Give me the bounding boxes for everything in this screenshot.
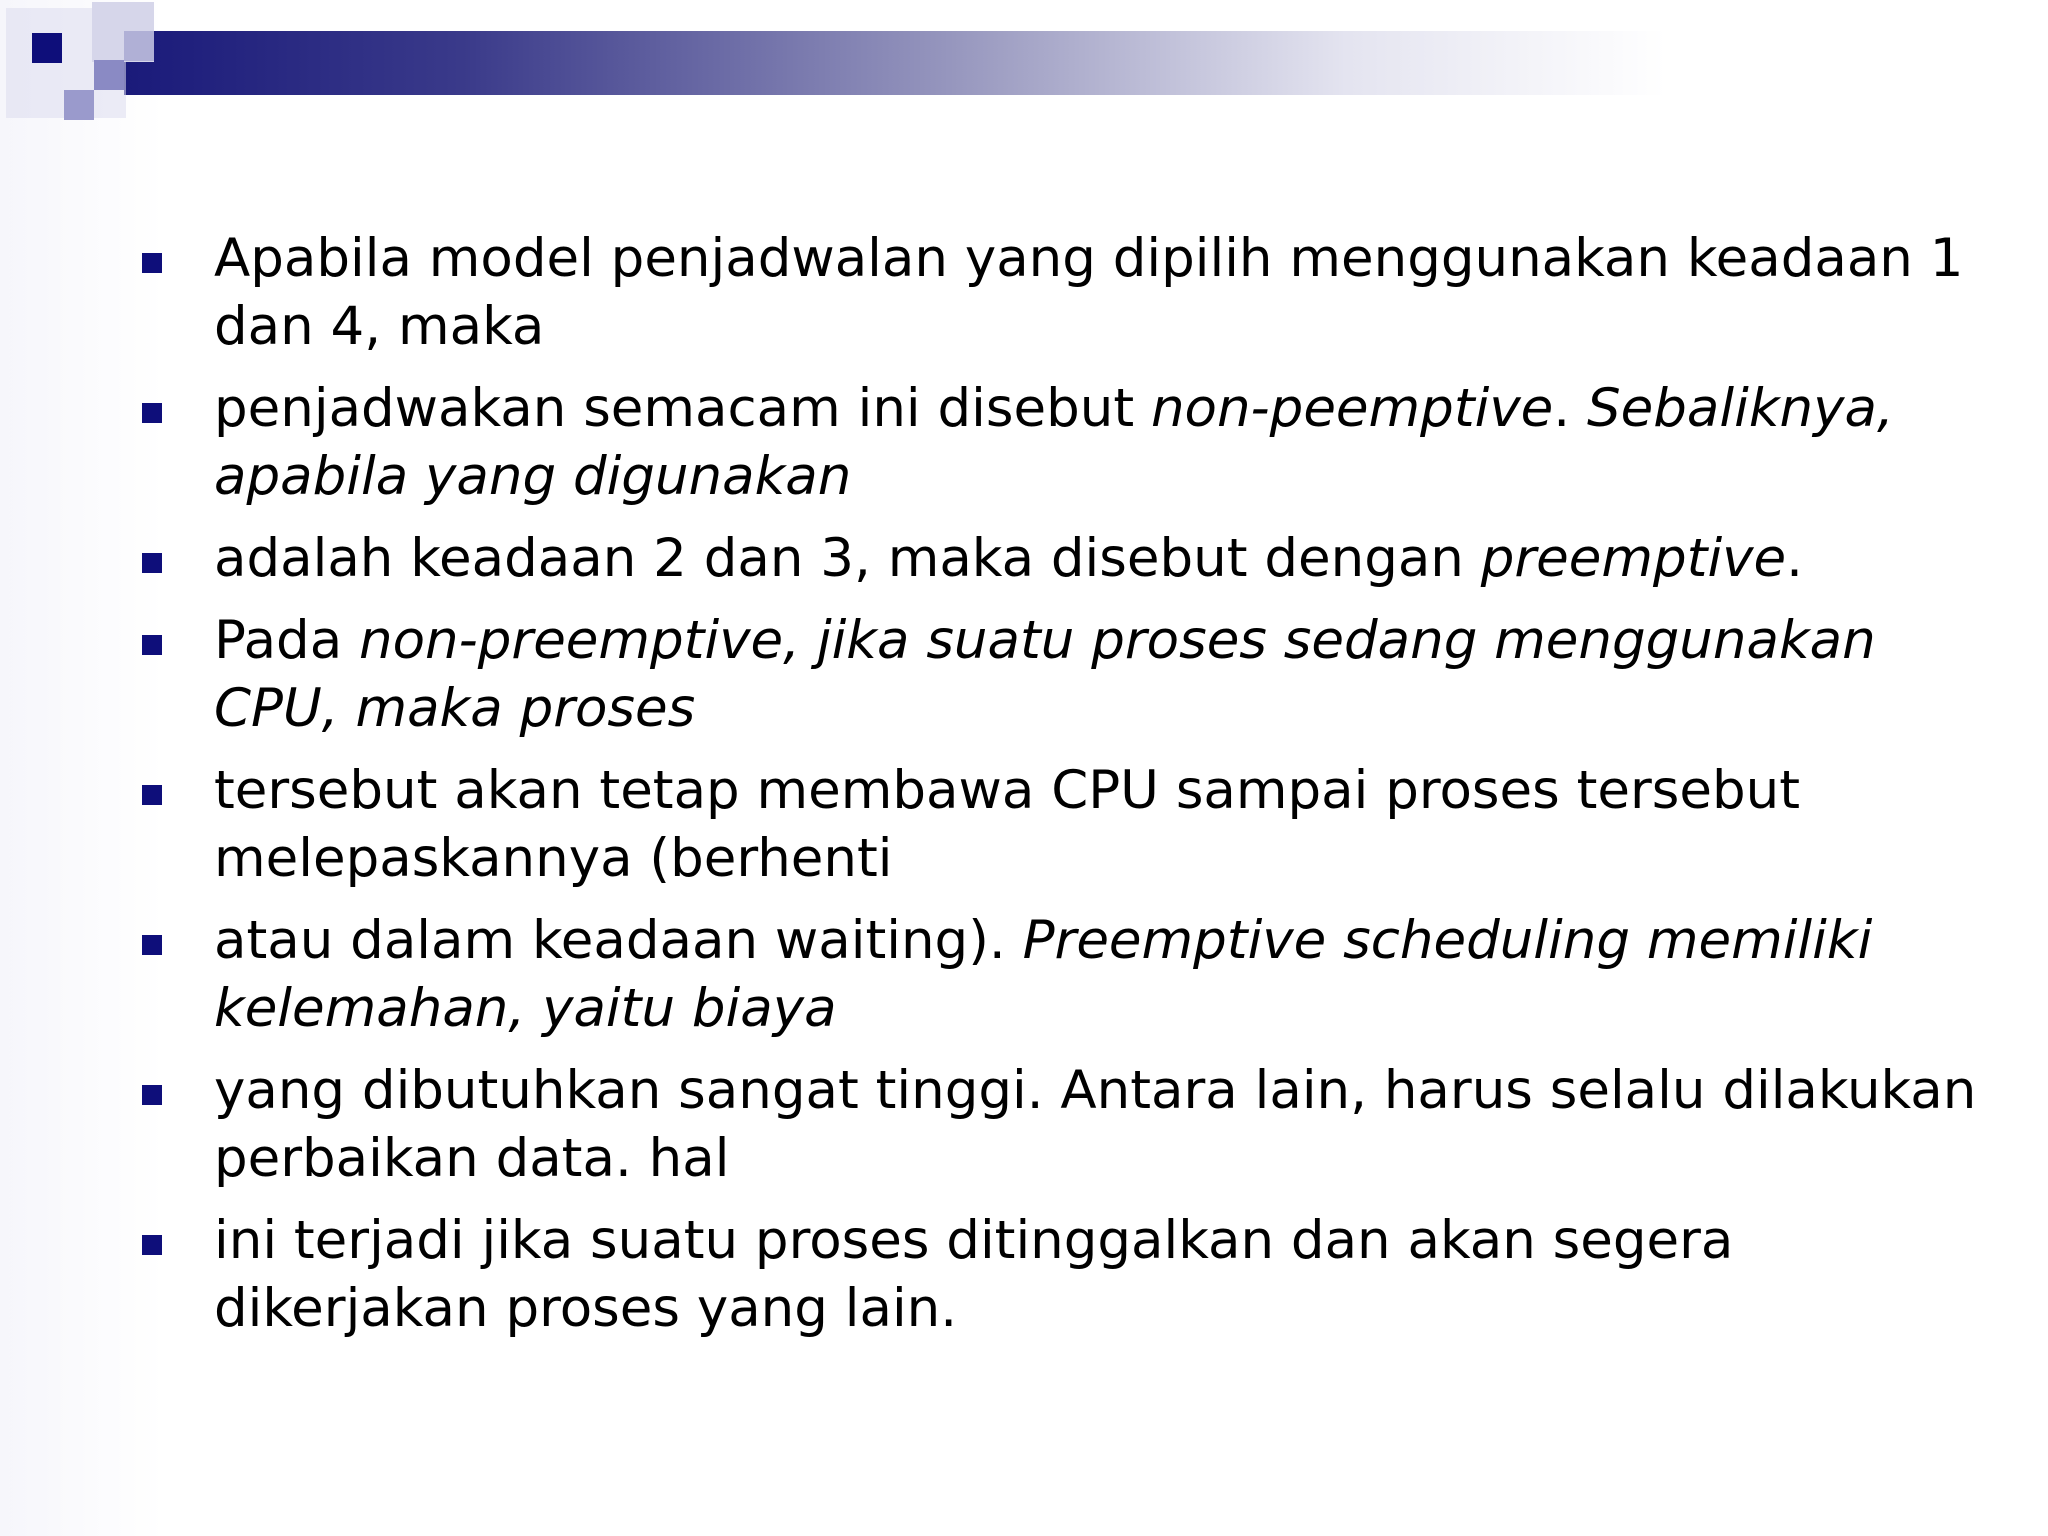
italic-text-segment: preemptive	[1480, 528, 1787, 589]
text-segment: Pada	[214, 610, 360, 671]
bullet-item	[130, 375, 1990, 511]
square-bullet-icon	[142, 1085, 162, 1105]
bullet-item	[130, 757, 1990, 893]
bullet-item	[130, 225, 1990, 361]
header-gradient-bar	[124, 31, 2004, 95]
italic-text-segment: non-peemptive	[1150, 378, 1554, 439]
bullet-item	[130, 907, 1990, 1043]
italic-text-segment: non-preemptive, jika suatu proses sedang menggunakan CPU, maka proses	[214, 610, 1876, 739]
text-segment: tersebut akan tetap membawa CPU sampai proses tersebut melepaskannya (berhenti	[214, 760, 1801, 889]
text-segment: yang dibutuhkan sangat tinggi. Antara lain, harus selalu dilakukan perbaikan data. hal	[214, 1060, 1977, 1189]
bullet-text	[214, 760, 1800, 889]
square-bullet-icon	[142, 403, 162, 423]
square-bullet-icon	[142, 635, 162, 655]
bullet-item	[130, 607, 1990, 743]
text-segment: adalah keadaan 2 dan 3, maka disebut dengan	[214, 528, 1481, 589]
decorative-square	[32, 33, 62, 63]
text-segment: .	[1786, 528, 1804, 589]
bullet-item	[130, 1057, 1990, 1193]
square-bullet-icon	[142, 253, 162, 273]
text-segment: .	[1553, 378, 1587, 439]
bullet-item	[130, 525, 1990, 593]
bullet-text	[214, 1210, 1733, 1339]
text-segment: atau dalam keadaan waiting).	[214, 910, 1023, 971]
bullet-item	[130, 1207, 1990, 1343]
square-bullet-icon	[142, 935, 162, 955]
text-segment: Apabila model penjadwalan yang dipilih menggunakan keadaan 1 dan 4, maka	[214, 228, 1964, 357]
text-segment: penjadwakan semacam ini disebut	[214, 378, 1151, 439]
bullet-text	[214, 910, 1872, 1039]
square-bullet-icon	[142, 1235, 162, 1255]
decorative-square	[64, 90, 94, 120]
bullet-text	[214, 1060, 1976, 1189]
bullet-text	[214, 378, 1894, 507]
bullet-text	[214, 528, 1803, 589]
square-bullet-icon	[142, 785, 162, 805]
bullet-text	[214, 228, 1963, 357]
text-segment: ini terjadi jika suatu proses ditinggalkan dan akan segera dikerjakan proses yang lain.	[214, 1210, 1734, 1339]
decorative-square	[124, 31, 154, 61]
square-bullet-icon	[142, 553, 162, 573]
italic-text-segment: Preemptive scheduling memiliki kelemahan, yaitu biaya	[214, 910, 1873, 1039]
bullet-list	[130, 225, 1990, 1357]
decorative-square	[94, 60, 124, 90]
bullet-text	[214, 610, 1876, 739]
italic-text-segment: Sebaliknya, apabila yang digunakan	[214, 378, 1894, 507]
